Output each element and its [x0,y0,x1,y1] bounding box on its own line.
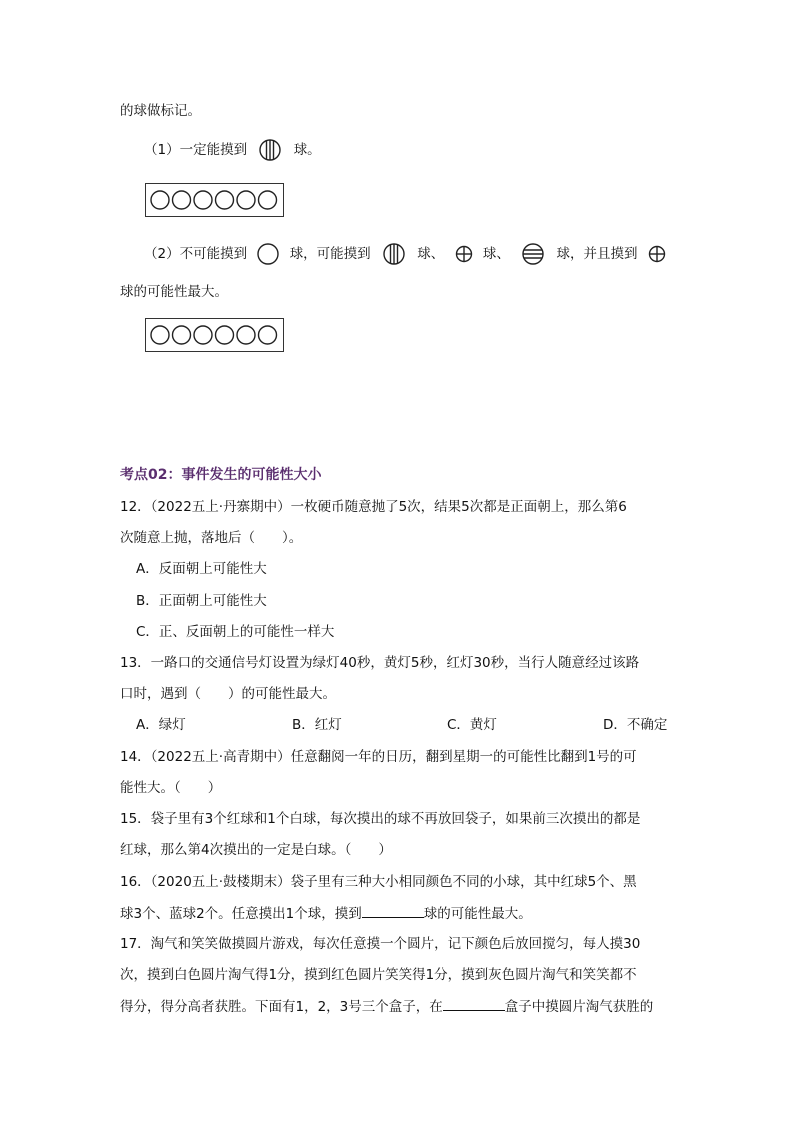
q13-line2: 口时，遇到（ ）的可能性最大。 [120,686,336,702]
q12-option-b[interactable]: B．正面朝上可能性大 [136,593,267,609]
q14-line1: 14．（2022五上·高青期中）任意翻阅一年的日历，翻到星期一的可能性比翻到1号的可 [120,749,637,765]
q16-answer-blank[interactable] [362,903,424,918]
q16-line2-suffix: 球的可能性最大。 [423,906,532,922]
q11-sub2-prefix: （2）不可能摸到 [144,246,248,262]
empty-ball-icon[interactable] [237,191,255,209]
q12-line2: 次随意上抛，落地后（ ）。 [120,530,303,546]
q11-sub2 [144,242,672,266]
q11-sub1-suffix: 球。 [293,142,321,158]
empty-ball-icon[interactable] [151,191,169,209]
empty-ball-icon[interactable] [237,326,255,344]
q16-line1: 16．（2020五上·鼓楼期末）袋子里有三种大小相同颜色不同的小球，其中红球5个、黑 [120,874,637,890]
empty-ball-icon[interactable] [216,326,234,344]
q12-line1: 12．（2022五上·丹寨期中）一枚硬币随意抛了5次，结果5次都是正面朝上，那么第6 [120,499,627,515]
q16-line2-prefix: 球3个、蓝球2个。任意摸出1个球，摸到 [120,906,362,922]
empty-ball-icon[interactable] [259,326,277,344]
q17-answer-blank[interactable] [443,996,505,1011]
q13-option-a[interactable]: A．绿灯 [136,717,186,733]
empty-ball-icon[interactable] [259,191,277,209]
q12-option-a[interactable]: A．反面朝上可能性大 [136,561,267,577]
q17-line1: 17．淘气和笑笑做摸圆片游戏，每次任意摸一个圆片，记下颜色后放回搅匀，每人摸30 [120,936,641,952]
ball-box-2[interactable] [145,318,284,352]
q11-sub1 [144,138,321,162]
empty-ball-icon[interactable] [194,191,212,209]
horizontal-striped-ball-icon [520,242,546,266]
q11-sub2-mid4: 球，并且摸到 [556,246,638,262]
empty-ball-icon[interactable] [173,191,191,209]
q15-line1: 15．袋子里有3个红球和1个白球，每次摸出的球不再放回袋子，如果前三次摸出的都是 [120,811,641,827]
section-heading: 考点02：事件发生的可能性大小 [120,467,322,483]
cross-ball-icon [453,243,475,265]
vertical-striped-ball-icon [381,242,407,266]
empty-ball-icon[interactable] [151,326,169,344]
empty-ball-icon[interactable] [194,326,212,344]
q13-option-d[interactable]: D．不确定 [603,717,668,733]
q17-line2: 次，摸到白色圆片淘气得1分，摸到红色圆片笑笑得1分，摸到灰色圆片淘气和笑笑都不 [120,967,637,983]
ball-box-1[interactable] [145,183,284,217]
q11-sub2-mid2: 球、 [417,246,445,262]
q11-line-continuation: 的球做标记。 [120,103,201,119]
q13-line1: 13．一路口的交通信号灯设置为绿灯40秒，黄灯5秒，红灯30秒，当行人随意经过该路 [120,655,640,671]
vertical-striped-ball-icon [257,138,283,162]
q16-line2 [120,903,532,924]
ball-row-1 [146,184,283,216]
empty-ball-icon[interactable] [173,326,191,344]
q17-line3 [120,996,653,1017]
empty-ball-icon[interactable] [216,191,234,209]
q13-option-c[interactable]: C．黄灯 [447,717,497,733]
q13-option-b[interactable]: B．红灯 [292,717,342,733]
q11-sub2-mid3: 球、 [482,246,510,262]
q14-line2: 能性大。（ ） [120,780,222,796]
q12-option-c[interactable]: C．正、反面朝上的可能性一样大 [136,624,335,640]
q11-sub1-prefix: （1）一定能摸到 [144,142,248,158]
ball-row-2 [146,319,283,351]
q17-line3-suffix: 盒子中摸圆片淘气获胜的 [504,999,654,1015]
q11-sub2-line2: 球的可能性最大。 [120,284,228,300]
empty-ball-icon [255,242,281,266]
cross-ball-icon [646,243,668,265]
q11-sub2-mid1: 球，可能摸到 [289,246,371,262]
q17-line3-prefix: 得分，得分高者获胜。下面有1，2，3号三个盒子，在 [120,999,443,1015]
q15-line2: 红球，那么第4次摸出的一定是白球。（ ） [120,842,392,858]
